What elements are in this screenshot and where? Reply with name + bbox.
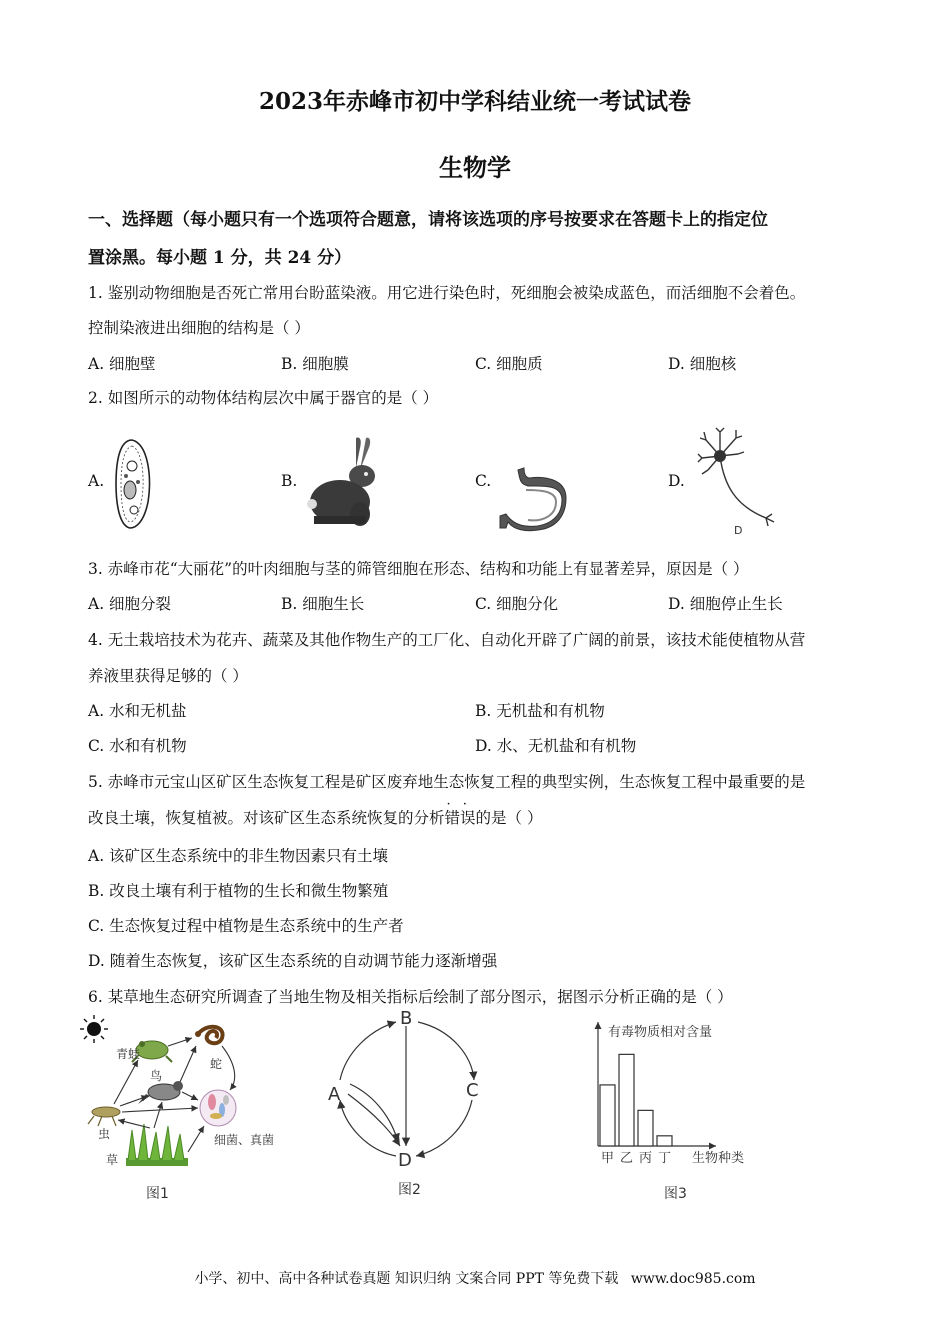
node-b: B <box>400 1008 413 1029</box>
bar-2 <box>638 1110 653 1146</box>
section-heading-line2: 置涂黑。每小题 1 分，共 24 分） <box>88 248 352 268</box>
category-label-0: 甲 <box>601 1151 615 1166</box>
q2-label-b: B. <box>281 472 298 490</box>
q1-stem-line2: 控制染液进出细胞的结构是（ ） <box>88 319 310 337</box>
footer-website-link[interactable]: www.doc985.com <box>630 1271 756 1287</box>
footer-ad-text: 小学、初中、高中各种试卷真题 知识归纳 文案合同 PPT 等免费下载 <box>194 1271 619 1287</box>
category-label-3: 丁 <box>658 1151 672 1166</box>
category-label-2: 丙 <box>639 1151 653 1166</box>
q4-stem-line2: 养液里获得足够的（ ） <box>88 667 248 685</box>
section-heading-line1: 一、选择题（每小题只有一个选项符合题意，请将该选项的序号按要求在答题卡上的指定位 <box>88 210 768 230</box>
q1-stem-line1: 1. 鉴别动物细胞是否死亡常用台盼蓝染液。用它进行染色时，死细胞会被染成蓝色，而活细胞不会着色。 <box>88 284 806 302</box>
q3-option-b: B. 细胞生长 <box>281 595 365 613</box>
snake-icon <box>195 1027 223 1043</box>
insect-icon <box>88 1107 120 1126</box>
category-label-1: 乙 <box>620 1151 634 1166</box>
x-axis-label: 生物种类 <box>692 1151 745 1166</box>
bar-0 <box>600 1085 615 1146</box>
q1-option-c: C. 细胞质 <box>475 355 543 373</box>
label-decomposer: 细菌、真菌 <box>214 1133 275 1147</box>
subject-title: 生物学 <box>439 153 511 182</box>
q5-stem-line2 <box>88 806 542 828</box>
q1-option-a: A. 细胞壁 <box>88 355 156 373</box>
q3-stem: 3. 赤峰市花“大丽花”的叶肉细胞与茎的筛管细胞在形态、结构和功能上有显著差异，原因是（ ） <box>88 560 749 578</box>
q4-option-b: B. 无机盐和有机物 <box>475 702 605 720</box>
rabbit-icon <box>300 434 390 532</box>
q3-option-a: A. 细胞分裂 <box>88 595 172 613</box>
q3-option-c: C. 细胞分化 <box>475 595 559 613</box>
figure2-caption: 图2 <box>398 1182 421 1198</box>
stomach-icon <box>496 464 568 534</box>
bar-1 <box>619 1054 634 1146</box>
exam-title: 2023年赤峰市初中学科结业统一考试试卷 <box>258 88 691 115</box>
label-bird: 鸟 <box>150 1069 163 1083</box>
q3-option-d: D. 细胞停止生长 <box>668 595 783 613</box>
q5-option-d: D. 随着生态恢复，该矿区生态系统的自动调节能力逐渐增强 <box>88 952 498 970</box>
q5-stem-line1: 5. 赤峰市元宝山区矿区生态恢复工程是矿区废弃地生态恢复工程的典型实例，生态恢复工程中最重要的是 <box>88 773 806 791</box>
bar-3 <box>657 1136 672 1146</box>
q4-option-a: A. 水和无机盐 <box>88 702 187 720</box>
neuron-icon <box>696 426 786 536</box>
food-web-figure <box>80 1012 310 1208</box>
q5-stem-post: 的是（ ） <box>475 809 543 827</box>
svg-text:D: D <box>734 524 743 536</box>
label-snake: 蛇 <box>210 1057 223 1071</box>
q2-label-c: C. <box>475 472 492 490</box>
bird-icon <box>138 1081 183 1104</box>
cycle-figure <box>322 1008 492 1208</box>
q2-label-d: D. <box>668 472 685 490</box>
q5-stem-pre: 改良土壤，恢复植被。对该矿区生态系统恢复的分析 <box>88 809 445 827</box>
toxin-bar-chart <box>584 1012 774 1208</box>
q5-option-c: C. 生态恢复过程中植物是生态系统中的生产者 <box>88 917 404 935</box>
q2-stem: 2. 如图所示的动物体结构层次中属于器官的是（ ） <box>88 389 439 407</box>
footer <box>0 1268 950 1288</box>
node-a: A <box>328 1084 341 1105</box>
y-axis-label: 有毒物质相对含量 <box>608 1025 713 1040</box>
q1-option-d: D. 细胞核 <box>668 355 737 373</box>
grass-icon <box>126 1124 188 1166</box>
node-d: D <box>398 1150 412 1171</box>
q6-stem: 6. 某草地生态研究所调查了当地生物及相关指标后绘制了部分图示，据图示分析正确的是（ ） <box>88 988 733 1006</box>
node-c: C <box>466 1080 479 1101</box>
q4-stem-line1: 4. 无土栽培技术为花卉、蔬菜及其他作物生产的工厂化、自动化开辟了广阔的前景，该技术能使植物从营 <box>88 631 806 649</box>
sun-icon <box>80 1015 108 1043</box>
paramecium-icon <box>108 436 156 532</box>
label-frog: 青蛙 <box>116 1047 141 1061</box>
decomposer-icon <box>200 1090 236 1126</box>
label-grass: 草 <box>106 1153 119 1167</box>
label-insect: 虫 <box>98 1127 111 1141</box>
q5-emphasis: 错误 · · <box>445 809 476 827</box>
q5-option-b: B. 改良土壤有利于植物的生长和微生物繁殖 <box>88 882 389 900</box>
q5-option-a: A. 该矿区生态系统中的非生物因素只有土壤 <box>88 847 389 865</box>
q4-option-d: D. 水、无机盐和有机物 <box>475 737 637 755</box>
q2-label-a: A. <box>88 472 105 490</box>
q4-option-c: C. 水和有机物 <box>88 737 187 755</box>
q1-option-b: B. 细胞膜 <box>281 355 349 373</box>
figure1-caption: 图1 <box>146 1186 169 1202</box>
figure3-caption: 图3 <box>664 1186 687 1202</box>
